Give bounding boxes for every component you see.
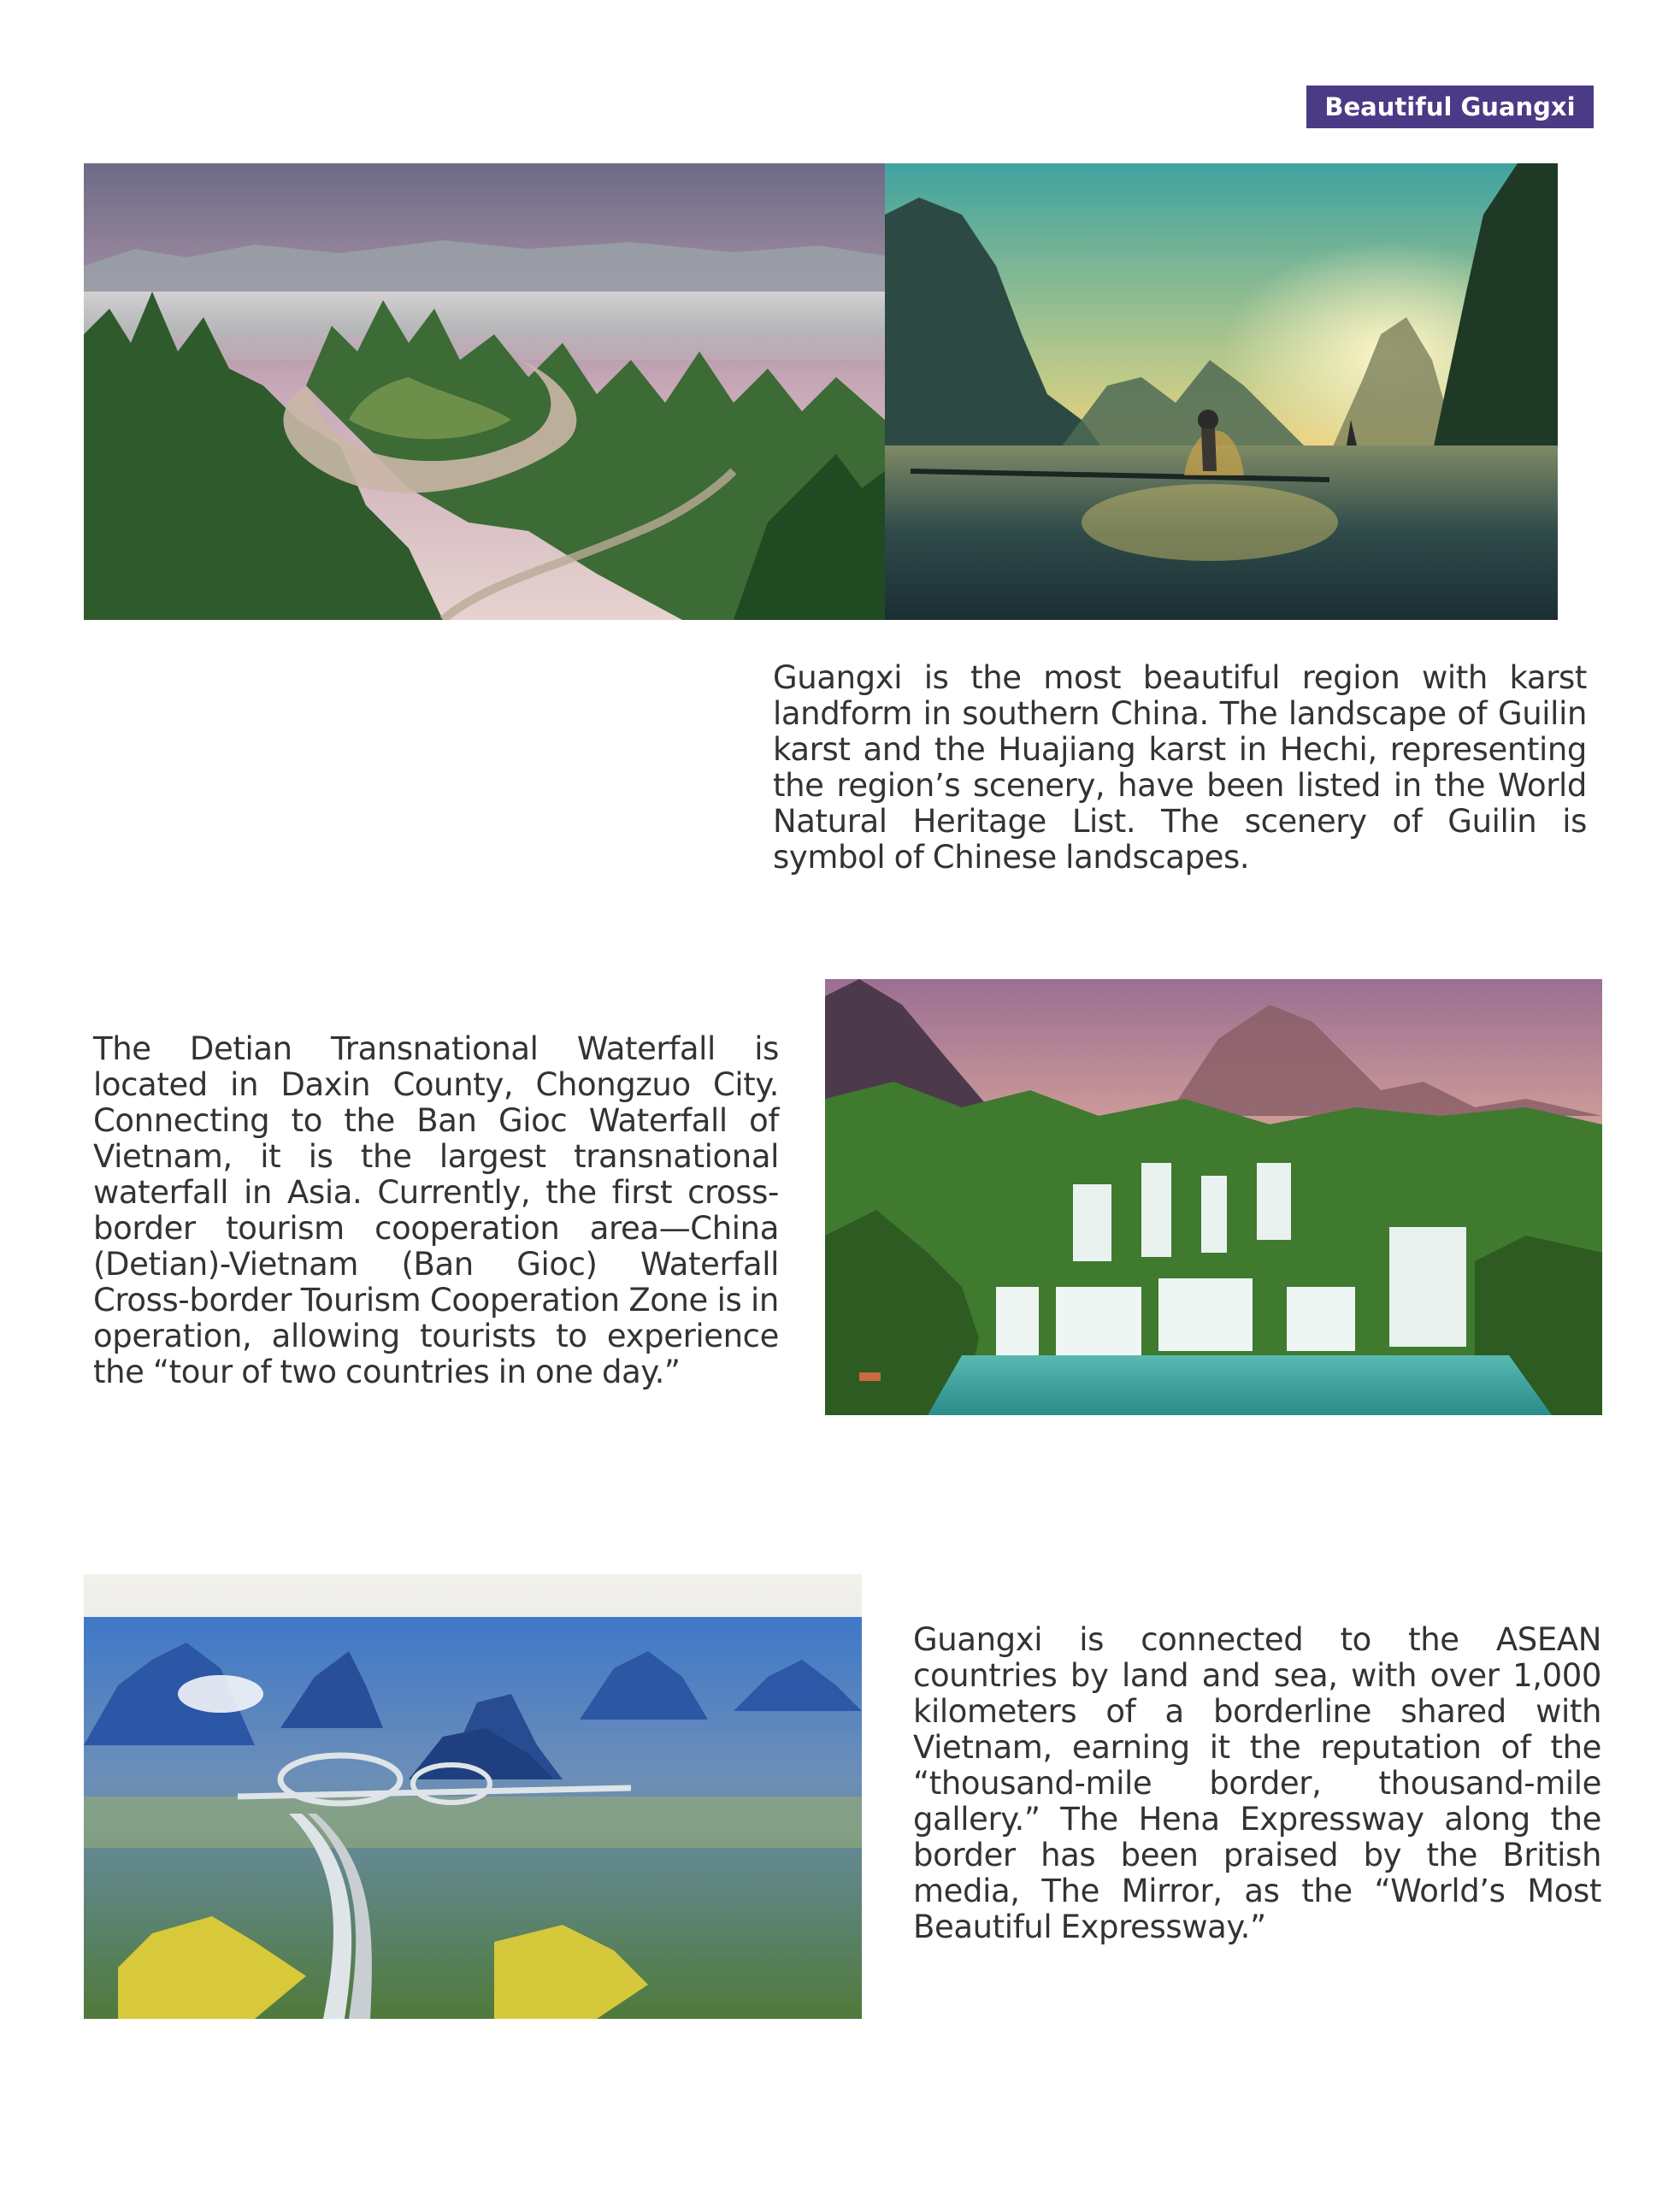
hena-expressway-photo (84, 1574, 862, 2019)
karst-river-photo (84, 163, 885, 620)
detian-waterfall-photo (825, 979, 1602, 1415)
waterfall-paragraph: The Detian Transnational Waterfall is located in Daxin County, Chongzuo City. Connecting to the Ban Gioc Waterfall of Vietnam, it is the largest transnational waterfall in Asia. Currently, the first cross-border tourism cooperation area—China (Detian)-Vietnam (Ban Gioc) Waterfall Cross-border Tourism Cooperation Zone is in operation, allowing tourists to experience the “tour of two countries in one day.” (93, 1030, 779, 1390)
fisherman-sunset-photo (885, 163, 1558, 620)
border-paragraph: Guangxi is connected to the ASEAN countries by land and sea, with over 1,000 kilometers of a borderline shared with Vietnam, earning it the reputation of the “thousand-mile border, thousand-mile gallery.” The Hena Expressway along the border has been praised by the British media, The Mirror, as the “World’s Most Beautiful Expressway.” (913, 1621, 1601, 1945)
karst-paragraph: Guangxi is the most beautiful region with karst landform in southern China. The landscape of Guilin karst and the Huajiang karst in Hechi, representing the region’s scenery, have been listed in the World Natural Heritage List. The scenery of Guilin is symbol of Chinese landscapes. (773, 659, 1587, 876)
section-tag: Beautiful Guangxi (1306, 86, 1594, 128)
